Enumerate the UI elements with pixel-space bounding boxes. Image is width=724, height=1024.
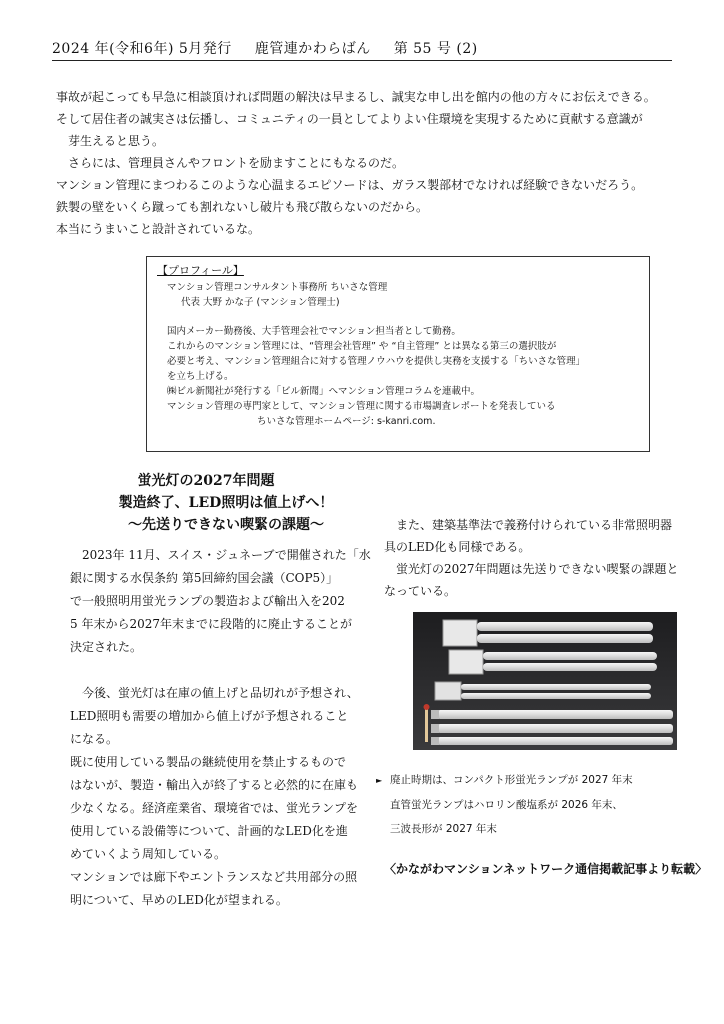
intro-line: マンション管理にまつわるこのような心温まるエピソードは、ガラス製部材でなければ経験できないだろう。 <box>56 178 644 192</box>
article-line: 蛍光灯の2027年問題は先送りできない喫緊の課題と <box>396 562 679 576</box>
profile-bio-line: これからのマンション管理には、“管理会社管理” や “自主管理” とは異なる第三の選択肢が <box>167 341 557 352</box>
article-line: 具のLED化も同様である。 <box>384 540 531 554</box>
triangle-bullet-icon: ► <box>376 776 383 785</box>
issue-date: 2024 年(令和6年) 5月発行 <box>52 41 232 57</box>
intro-line: 本当にうまいこと設計されているな。 <box>56 222 261 236</box>
intro-line: 事故が起こっても早急に相談頂ければ問題の解決は早まるし、誠実な申し出を館内の他の方々にお伝えできる。 <box>56 90 656 104</box>
article-title-line3: ～先送りできない喫緊の課題～ <box>128 517 324 533</box>
fluorescent-lamps-photo <box>413 612 677 750</box>
article-line: になる。 <box>70 732 119 746</box>
intro-line: そして居住者の誠実さは伝播し、コミュニティの一員としてよりよい住環境を実現するために貢献する意識が <box>56 112 643 126</box>
article-right-column <box>384 514 684 602</box>
article-line: はないが、製造・輸出入が終了すると必然的に在庫も <box>70 778 359 792</box>
profile-box <box>146 256 650 452</box>
profile-bio-line: 国内メーカー勤務後、大手管理会社でマンション担当者として勤務。 <box>167 326 461 337</box>
intro-line: さらには、管理員さんやフロントを励ますことにもなるのだ。 <box>68 156 405 170</box>
article-line: 明について、早めのLED化が望まれる。 <box>70 893 288 907</box>
profile-bio-line: マンション管理の専門家として、マンション管理に関する市場調査レポートを発表している <box>167 401 556 412</box>
article-line: マンションでは廊下やエントランスなど共用部分の照 <box>70 870 358 884</box>
profile-rep: 代表 大野 かな子 (マンション管理士) <box>181 297 340 308</box>
article-line: 5 年末から2027年末までに段階的に廃止することが <box>70 617 352 631</box>
profile-homepage: ちいさな管理ホームページ: s-kanri.com. <box>257 416 436 427</box>
article-title-line2: 製造終了、LED照明は値上げへ！ <box>118 495 334 511</box>
article-line: LED照明も需要の増加から値上げが予想されること <box>70 709 349 723</box>
notes <box>376 768 696 841</box>
article-line: 決定された。 <box>70 640 143 654</box>
note-line: 三波長形が 2027 年末 <box>390 823 497 835</box>
article-line: 少なくなる。経済産業省、環境省では、蛍光ランプを <box>70 801 359 815</box>
source-credit: 〈かながわマンションネットワーク通信掲載記事より転載〉 <box>384 862 708 876</box>
article-line: 今後、蛍光灯は在庫の値上げと品切れが予想され、 <box>82 686 359 700</box>
profile-title: 【プロフィール】 <box>157 264 244 277</box>
article-line: また、建築基準法で義務付けられている非常照明器 <box>396 518 673 532</box>
article-title-line1: 蛍光灯の2027年問題 <box>137 473 275 489</box>
profile-bio-line: 必要と考え、マンション管理組合に対する管理ノウハウを提供し実務を支援する「ちいさな管理」 <box>167 356 586 367</box>
intro-line: 芽生えると思う。 <box>68 134 165 148</box>
note-line: 直管蛍光ランプはハロリン酸塩系が 2026 年末、 <box>390 799 623 811</box>
profile-bio-line: ㈱ビル新聞社が発行する「ビル新聞」へマンション管理コラムを連載中。 <box>167 386 480 397</box>
article-line: 既に使用している製品の継続使用を禁止するもので <box>70 755 347 769</box>
note-line: 廃止時期は、コンパクト形蛍光ランプが 2027 年末 <box>390 774 633 786</box>
intro-line: 鉄製の壁をいくら蹴っても割れないし破片も飛び散らないのだから。 <box>56 200 429 214</box>
profile-office: マンション管理コンサルタント事務所 ちいさな管理 <box>167 282 388 293</box>
profile-bio-line: を立ち上げる。 <box>167 371 234 382</box>
intro-text <box>56 86 676 240</box>
article-left-column <box>70 544 370 912</box>
article-line: 銀に関する水俣条約 第5回締約国会議（COP5）」 <box>70 571 339 585</box>
issue-number: 第 55 号 (2) <box>393 41 478 57</box>
article-line: 使用している設備等について、計画的なLED化を進 <box>70 824 348 838</box>
lamps-illustration <box>413 612 677 750</box>
article-line: 2023年 11月、スイス・ジュネーブで開催された「水 <box>82 548 371 562</box>
page-header <box>52 38 672 61</box>
article-line: で一般照明用蛍光ランプの製造および輸出入を202 <box>70 594 345 608</box>
article-title <box>66 470 386 536</box>
article-line: めていくよう周知している。 <box>70 847 227 861</box>
article-line: なっている。 <box>384 584 457 598</box>
newsletter-name: 鹿管連かわらばん <box>254 41 371 57</box>
